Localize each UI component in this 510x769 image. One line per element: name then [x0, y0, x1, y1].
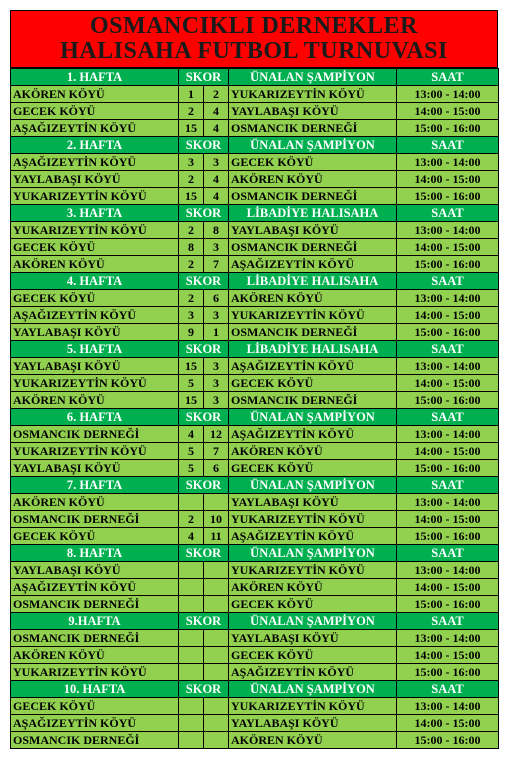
time-header: SAAT	[397, 137, 499, 154]
away-team: AŞAĞIZEYTİN KÖYÜ	[229, 664, 397, 681]
week-header-row	[11, 137, 499, 154]
away-score: 7	[204, 443, 229, 460]
match-row	[11, 511, 499, 528]
match-time: 15:00 - 16:00	[397, 528, 499, 545]
score-header: SKOR	[179, 477, 229, 494]
match-time: 15:00 - 16:00	[397, 392, 499, 409]
match-time: 13:00 - 14:00	[397, 494, 499, 511]
score-header: SKOR	[179, 69, 229, 86]
away-team: AKÖREN KÖYÜ	[229, 579, 397, 596]
title-line-2: HALISAHA FUTBOL TURNUVASI	[60, 38, 448, 64]
home-score	[179, 579, 204, 596]
week-label: 3. HAFTA	[11, 205, 179, 222]
score-header: SKOR	[179, 341, 229, 358]
away-score: 3	[204, 154, 229, 171]
match-row	[11, 647, 499, 664]
match-row	[11, 443, 499, 460]
match-row	[11, 732, 499, 749]
away-team: AŞAĞIZEYTİN KÖYÜ	[229, 358, 397, 375]
away-team: GECEK KÖYÜ	[229, 154, 397, 171]
away-team: AŞAĞIZEYTİN KÖYÜ	[229, 256, 397, 273]
match-row	[11, 664, 499, 681]
away-score	[204, 647, 229, 664]
week-label: 6. HAFTA	[11, 409, 179, 426]
match-time: 13:00 - 14:00	[397, 698, 499, 715]
match-time: 14:00 - 15:00	[397, 171, 499, 188]
match-time: 14:00 - 15:00	[397, 443, 499, 460]
home-score	[179, 715, 204, 732]
home-score: 3	[179, 154, 204, 171]
away-team: GECEK KÖYÜ	[229, 375, 397, 392]
away-team: OSMANCIK DERNEĞİ	[229, 239, 397, 256]
away-score: 3	[204, 307, 229, 324]
match-row	[11, 698, 499, 715]
away-score: 8	[204, 222, 229, 239]
away-score: 3	[204, 392, 229, 409]
match-row	[11, 596, 499, 613]
match-row	[11, 358, 499, 375]
away-team: AKÖREN KÖYÜ	[229, 732, 397, 749]
away-team: AKÖREN KÖYÜ	[229, 290, 397, 307]
match-time: 14:00 - 15:00	[397, 511, 499, 528]
venue-label: ÜNALAN ŞAMPİYON	[229, 545, 397, 562]
tournament-title	[10, 10, 498, 68]
match-row	[11, 103, 499, 120]
week-header-row	[11, 477, 499, 494]
home-score	[179, 562, 204, 579]
time-header: SAAT	[397, 205, 499, 222]
home-score: 2	[179, 256, 204, 273]
home-score: 5	[179, 443, 204, 460]
match-time: 13:00 - 14:00	[397, 562, 499, 579]
home-team: OSMANCIK DERNEĞİ	[11, 426, 179, 443]
home-score: 2	[179, 511, 204, 528]
away-team: YUKARIZEYTİN KÖYÜ	[229, 511, 397, 528]
home-score	[179, 698, 204, 715]
time-header: SAAT	[397, 69, 499, 86]
match-row	[11, 171, 499, 188]
score-header: SKOR	[179, 409, 229, 426]
home-score: 3	[179, 307, 204, 324]
home-score	[179, 647, 204, 664]
score-header: SKOR	[179, 205, 229, 222]
venue-label: ÜNALAN ŞAMPİYON	[229, 681, 397, 698]
match-row	[11, 460, 499, 477]
week-label: 2. HAFTA	[11, 137, 179, 154]
home-score: 8	[179, 239, 204, 256]
match-row	[11, 528, 499, 545]
away-team: YUKARIZEYTİN KÖYÜ	[229, 86, 397, 103]
match-row	[11, 290, 499, 307]
home-score	[179, 630, 204, 647]
away-team: GECEK KÖYÜ	[229, 460, 397, 477]
home-score: 2	[179, 222, 204, 239]
home-team: AŞAĞIZEYTİN KÖYÜ	[11, 120, 179, 137]
home-team: OSMANCIK DERNEĞİ	[11, 511, 179, 528]
away-score	[204, 715, 229, 732]
away-score: 3	[204, 358, 229, 375]
home-score	[179, 494, 204, 511]
home-team: GECEK KÖYÜ	[11, 698, 179, 715]
home-team: YAYLABAŞI KÖYÜ	[11, 358, 179, 375]
home-team: AKÖREN KÖYÜ	[11, 86, 179, 103]
home-team: AKÖREN KÖYÜ	[11, 647, 179, 664]
week-header-row	[11, 409, 499, 426]
match-row	[11, 324, 499, 341]
home-score: 2	[179, 103, 204, 120]
week-label: 5. HAFTA	[11, 341, 179, 358]
score-header: SKOR	[179, 545, 229, 562]
week-header-row	[11, 545, 499, 562]
time-header: SAAT	[397, 341, 499, 358]
home-team: AKÖREN KÖYÜ	[11, 392, 179, 409]
week-label: 10. HAFTA	[11, 681, 179, 698]
home-team: YUKARIZEYTİN KÖYÜ	[11, 443, 179, 460]
away-score	[204, 732, 229, 749]
home-team: OSMANCIK DERNEĞİ	[11, 630, 179, 647]
match-time: 15:00 - 16:00	[397, 188, 499, 205]
home-score: 15	[179, 392, 204, 409]
home-score	[179, 664, 204, 681]
score-header: SKOR	[179, 681, 229, 698]
away-team: AŞAĞIZEYTİN KÖYÜ	[229, 426, 397, 443]
venue-label: ÜNALAN ŞAMPİYON	[229, 69, 397, 86]
match-time: 14:00 - 15:00	[397, 647, 499, 664]
home-team: AŞAĞIZEYTİN KÖYÜ	[11, 154, 179, 171]
fixture-body	[11, 69, 499, 749]
away-score: 1	[204, 324, 229, 341]
match-row	[11, 188, 499, 205]
home-team: YUKARIZEYTİN KÖYÜ	[11, 222, 179, 239]
week-label: 1. HAFTA	[11, 69, 179, 86]
match-time: 15:00 - 16:00	[397, 120, 499, 137]
home-team: YAYLABAŞI KÖYÜ	[11, 324, 179, 341]
home-team: AŞAĞIZEYTİN KÖYÜ	[11, 715, 179, 732]
away-team: OSMANCIK DERNEĞİ	[229, 324, 397, 341]
score-header: SKOR	[179, 613, 229, 630]
match-row	[11, 715, 499, 732]
home-score: 4	[179, 426, 204, 443]
home-team: YUKARIZEYTİN KÖYÜ	[11, 664, 179, 681]
away-team: YAYLABAŞI KÖYÜ	[229, 103, 397, 120]
match-row	[11, 239, 499, 256]
home-team: GECEK KÖYÜ	[11, 239, 179, 256]
away-score: 11	[204, 528, 229, 545]
match-row	[11, 392, 499, 409]
venue-label: LİBADİYE HALISAHA	[229, 273, 397, 290]
home-team: YAYLABAŞI KÖYÜ	[11, 460, 179, 477]
home-team: YAYLABAŞI KÖYÜ	[11, 171, 179, 188]
match-row	[11, 256, 499, 273]
away-score: 4	[204, 188, 229, 205]
time-header: SAAT	[397, 613, 499, 630]
match-row	[11, 562, 499, 579]
week-label: 7. HAFTA	[11, 477, 179, 494]
home-team: YAYLABAŞI KÖYÜ	[11, 562, 179, 579]
venue-label: LİBADİYE HALISAHA	[229, 205, 397, 222]
home-score: 15	[179, 120, 204, 137]
home-team: GECEK KÖYÜ	[11, 528, 179, 545]
match-row	[11, 579, 499, 596]
match-time: 15:00 - 16:00	[397, 596, 499, 613]
time-header: SAAT	[397, 477, 499, 494]
home-team: YUKARIZEYTİN KÖYÜ	[11, 375, 179, 392]
away-score	[204, 596, 229, 613]
away-score	[204, 494, 229, 511]
away-team: OSMANCIK DERNEĞİ	[229, 120, 397, 137]
match-time: 15:00 - 16:00	[397, 256, 499, 273]
match-time: 15:00 - 16:00	[397, 664, 499, 681]
away-team: GECEK KÖYÜ	[229, 647, 397, 664]
home-score: 4	[179, 528, 204, 545]
week-header-row	[11, 69, 499, 86]
away-team: GECEK KÖYÜ	[229, 596, 397, 613]
away-score: 4	[204, 171, 229, 188]
away-team: YAYLABAŞI KÖYÜ	[229, 494, 397, 511]
venue-label: LİBADİYE HALISAHA	[229, 341, 397, 358]
venue-label: ÜNALAN ŞAMPİYON	[229, 477, 397, 494]
match-time: 15:00 - 16:00	[397, 324, 499, 341]
match-row	[11, 426, 499, 443]
home-score: 5	[179, 460, 204, 477]
away-score: 4	[204, 120, 229, 137]
week-header-row	[11, 341, 499, 358]
home-score: 1	[179, 86, 204, 103]
home-team: GECEK KÖYÜ	[11, 290, 179, 307]
home-team: GECEK KÖYÜ	[11, 103, 179, 120]
match-time: 14:00 - 15:00	[397, 579, 499, 596]
week-header-row	[11, 273, 499, 290]
away-team: YUKARIZEYTİN KÖYÜ	[229, 307, 397, 324]
match-row	[11, 494, 499, 511]
week-header-row	[11, 613, 499, 630]
match-time: 14:00 - 15:00	[397, 307, 499, 324]
match-time: 13:00 - 14:00	[397, 426, 499, 443]
home-score: 2	[179, 171, 204, 188]
away-team: YAYLABAŞI KÖYÜ	[229, 222, 397, 239]
match-row	[11, 307, 499, 324]
away-score: 2	[204, 86, 229, 103]
home-score: 5	[179, 375, 204, 392]
home-team: OSMANCIK DERNEĞİ	[11, 732, 179, 749]
match-row	[11, 154, 499, 171]
match-time: 15:00 - 16:00	[397, 732, 499, 749]
week-label: 9.HAFTA	[11, 613, 179, 630]
away-team: YUKARIZEYTİN KÖYÜ	[229, 698, 397, 715]
venue-label: ÜNALAN ŞAMPİYON	[229, 409, 397, 426]
away-score: 10	[204, 511, 229, 528]
away-team: OSMANCIK DERNEĞİ	[229, 188, 397, 205]
fixture-table	[10, 68, 499, 749]
venue-label: ÜNALAN ŞAMPİYON	[229, 613, 397, 630]
match-row	[11, 375, 499, 392]
away-score	[204, 562, 229, 579]
match-time: 14:00 - 15:00	[397, 103, 499, 120]
home-team: AŞAĞIZEYTİN KÖYÜ	[11, 307, 179, 324]
score-header: SKOR	[179, 137, 229, 154]
away-score: 3	[204, 375, 229, 392]
away-team: YUKARIZEYTİN KÖYÜ	[229, 562, 397, 579]
match-time: 14:00 - 15:00	[397, 375, 499, 392]
away-score: 6	[204, 460, 229, 477]
away-score: 6	[204, 290, 229, 307]
home-score: 15	[179, 188, 204, 205]
home-team: YUKARIZEYTİN KÖYÜ	[11, 188, 179, 205]
home-score	[179, 596, 204, 613]
away-score	[204, 630, 229, 647]
match-row	[11, 630, 499, 647]
time-header: SAAT	[397, 545, 499, 562]
home-team: AŞAĞIZEYTİN KÖYÜ	[11, 579, 179, 596]
away-score	[204, 698, 229, 715]
title-line-1: OSMANCIKLI DERNEKLER	[89, 13, 419, 39]
away-score	[204, 579, 229, 596]
week-header-row	[11, 681, 499, 698]
away-score	[204, 664, 229, 681]
home-team: AKÖREN KÖYÜ	[11, 256, 179, 273]
home-score: 2	[179, 290, 204, 307]
venue-label: ÜNALAN ŞAMPİYON	[229, 137, 397, 154]
away-score: 4	[204, 103, 229, 120]
week-label: 8. HAFTA	[11, 545, 179, 562]
away-team: AKÖREN KÖYÜ	[229, 171, 397, 188]
match-time: 13:00 - 14:00	[397, 358, 499, 375]
match-time: 13:00 - 14:00	[397, 630, 499, 647]
away-score: 3	[204, 239, 229, 256]
fixture-sheet	[10, 10, 498, 749]
match-row	[11, 120, 499, 137]
away-team: YAYLABAŞI KÖYÜ	[229, 630, 397, 647]
match-time: 14:00 - 15:00	[397, 715, 499, 732]
match-time: 13:00 - 14:00	[397, 290, 499, 307]
match-time: 14:00 - 15:00	[397, 239, 499, 256]
home-score: 9	[179, 324, 204, 341]
away-team: AŞAĞIZEYTİN KÖYÜ	[229, 528, 397, 545]
match-time: 13:00 - 14:00	[397, 222, 499, 239]
match-time: 15:00 - 16:00	[397, 460, 499, 477]
away-team: OSMANCIK DERNEĞİ	[229, 392, 397, 409]
time-header: SAAT	[397, 681, 499, 698]
match-row	[11, 86, 499, 103]
home-score	[179, 732, 204, 749]
time-header: SAAT	[397, 273, 499, 290]
home-team: OSMANCIK DERNEĞİ	[11, 596, 179, 613]
away-team: YAYLABAŞI KÖYÜ	[229, 715, 397, 732]
away-team: AKÖREN KÖYÜ	[229, 443, 397, 460]
match-time: 13:00 - 14:00	[397, 86, 499, 103]
away-score: 7	[204, 256, 229, 273]
time-header: SAAT	[397, 409, 499, 426]
away-score: 12	[204, 426, 229, 443]
week-label: 4. HAFTA	[11, 273, 179, 290]
week-header-row	[11, 205, 499, 222]
score-header: SKOR	[179, 273, 229, 290]
home-score: 15	[179, 358, 204, 375]
match-time: 13:00 - 14:00	[397, 154, 499, 171]
match-row	[11, 222, 499, 239]
home-team: AKÖREN KÖYÜ	[11, 494, 179, 511]
